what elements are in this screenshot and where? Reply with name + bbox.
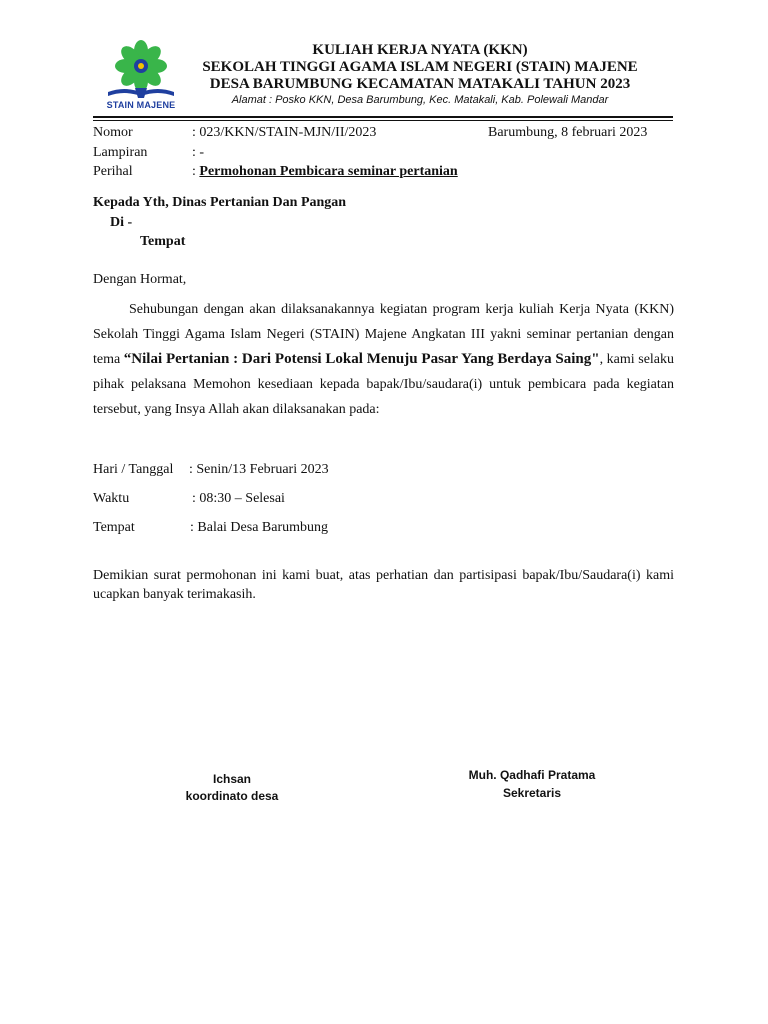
signature-left-name: Ichsan (212, 772, 251, 786)
hari-label: Hari / Tanggal (93, 462, 174, 477)
paragraph-request: , kami selaku pihak pelaksana Memohon kesediaan kepada bapak/Ibu/saudara(i) untuk pembicara pada kegiatan tersebut, yang Insya Allah akan dilaksanakan pada: (93, 352, 675, 417)
perihal-row (192, 164, 458, 180)
hari-value: : Senin/13 Februari 2023 (189, 462, 329, 477)
waktu-label: Waktu (93, 491, 130, 506)
paragraph-intro: Sehubungan dengan akan dilaksanakannya kegiatan program kerja kuliah Kerja Nyata (KKN) Sekolah Tinggi Agama Islam Negeri (STAIN) Majene Angkatan III yakni seminar pertanian dengan tema (93, 302, 674, 367)
recipient-line-3: Tempat (140, 234, 186, 249)
perihal-value: Permohonan Pembicara seminar pertanian (199, 164, 458, 179)
tempat-value: : Balai Desa Barumbung (190, 520, 329, 535)
signature-right-name: Muh. Qadhafi Pratama (468, 768, 596, 782)
letterhead-address: Alamat : Posko KKN, Desa Barumbung, Kec. Matakali, Kab. Polewali Mandar (231, 94, 609, 106)
letterhead-line-3: DESA BARUMBUNG KECAMATAN MATAKALI TAHUN 2023 (209, 76, 631, 92)
letterhead-line-1: KULIAH KERJA NYATA (KKN) (312, 42, 528, 58)
letter-date: Barumbung, 8 februari 2023 (488, 125, 648, 140)
nomor-label: Nomor (93, 125, 133, 140)
waktu-value: : 08:30 – Selesai (192, 491, 285, 506)
nomor-value: : 023/KKN/STAIN-MJN/II/2023 (192, 125, 377, 140)
signature-left-title: koordinato desa (185, 789, 279, 803)
body-paragraph (93, 297, 674, 422)
letterhead-line-2: SEKOLAH TINGGI AGAMA ISLAM NEGERI (STAIN) MAJENE (202, 59, 638, 75)
closing-paragraph: Demikian surat permohonan ini kami buat, atas perhatian dan partisipasi bapak/Ibu/Saudara(i) kami ucapkan banyak terimakasih. (93, 568, 674, 602)
perihal-colon: : (192, 164, 196, 179)
tempat-label: Tempat (93, 520, 135, 535)
seminar-theme: “Nilai Pertanian : Dari Potensi Lokal Menuju Pasar Yang Berdaya Saing" (123, 351, 600, 367)
recipient-line-2: Di - (110, 215, 133, 230)
perihal-label: Perihal (93, 164, 133, 179)
recipient-line-1: Kepada Yth, Dinas Pertanian Dan Pangan (93, 195, 347, 210)
signature-right-title: Sekretaris (502, 786, 562, 800)
lampiran-label: Lampiran (93, 145, 148, 160)
header-divider-thick (93, 116, 673, 118)
lampiran-value: : - (192, 145, 205, 160)
logo-caption: STAIN MAJENE (106, 100, 176, 110)
greeting: Dengan Hormat, (93, 272, 187, 287)
header-divider-thin (93, 120, 673, 121)
